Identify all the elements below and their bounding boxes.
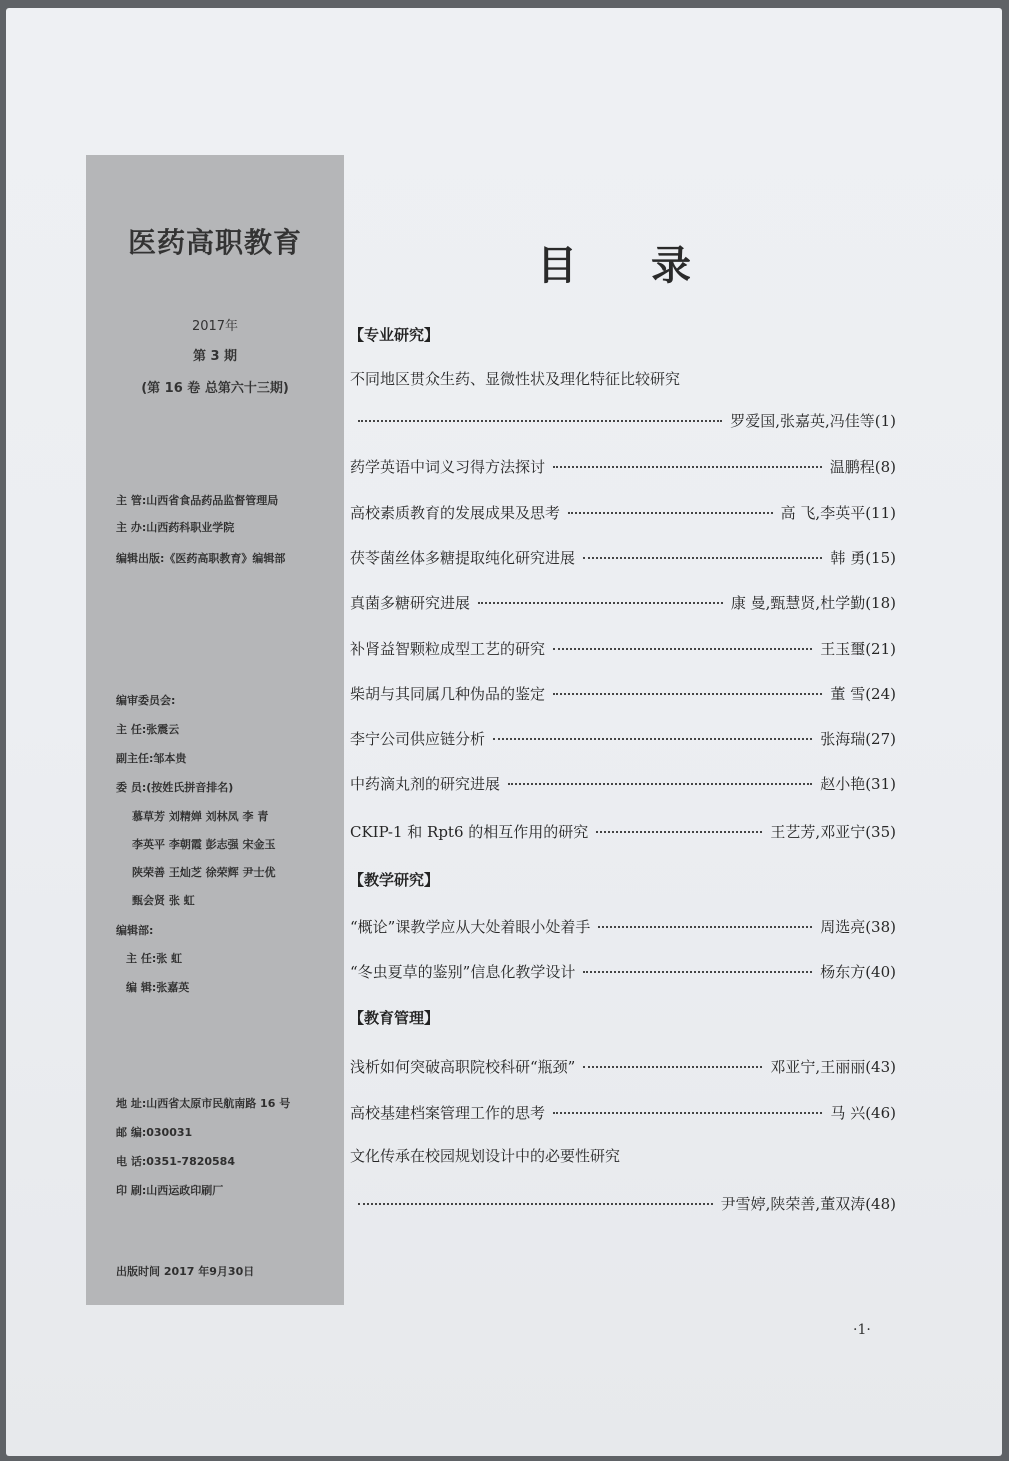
toc-entry-page: (27) (865, 730, 896, 748)
toc-entry[interactable] (350, 961, 896, 985)
toc-entry-page: (1) (874, 412, 896, 430)
toc-entry-title: 高校素质教育的发展成果及思考 (350, 504, 561, 522)
editorial-director: 主 任:张 虹 (126, 952, 183, 965)
committee-members-row: 李英平 李朝霞 彭志强 宋金玉 (132, 838, 276, 851)
toc-entry-title: “概论”课教学应从大处着眼小处着手 (350, 918, 591, 936)
editor: 编 辑:张嘉英 (126, 981, 190, 994)
leader-dots (553, 466, 822, 468)
journal-title: 医药高职教育 (127, 226, 302, 259)
toc-entry-title: 高校基建档案管理工作的思考 (350, 1104, 546, 1122)
leader-dots (493, 738, 812, 740)
toc-entry[interactable] (350, 1056, 896, 1080)
leader-dots (478, 602, 723, 604)
toc-entry-title: 药学英语中词义习得方法探讨 (350, 458, 546, 476)
toc-entry-authors: 王玉璽 (820, 640, 866, 658)
toc-entry[interactable] (350, 916, 896, 940)
section-heading: 【专业研究】 (349, 326, 440, 344)
toc-entry-page: (43) (865, 1058, 896, 1076)
toc-entry[interactable] (350, 773, 896, 797)
toc-entry[interactable] (350, 821, 896, 845)
toc-entry[interactable] (350, 1102, 896, 1126)
toc-entry-title: 茯苓菌丝体多糖提取纯化研究进展 (350, 549, 576, 567)
committee-members-row: 慕草芳 刘精婵 刘林凤 李 青 (132, 810, 269, 823)
toc-entry-authors: 罗爱国,张嘉英,冯佳等 (730, 412, 875, 430)
toc-entry-authors: 韩 勇 (830, 549, 866, 567)
toc-entry-page: (8) (874, 458, 896, 476)
toc-entry-title: 柴胡与其同属几种伪品的鉴定 (350, 685, 546, 703)
toc-entry-authors: 董 雪 (830, 685, 866, 703)
toc-entry-page: (38) (865, 918, 896, 936)
toc-entry-page: (40) (865, 963, 896, 981)
toc-entry-authors: 尹雪婷,陕荣善,董双涛 (720, 1195, 866, 1213)
toc-entry-page: (31) (865, 775, 896, 793)
toc-entry-title: 浅析如何突破高职院校科研“瓶颈” (350, 1058, 576, 1076)
toc-entry-authors: 康 曼,甄慧贤,杜学勤 (730, 594, 866, 612)
sponsor: 主 管:山西省食品药品监督管理局 (116, 494, 279, 507)
toc-entry[interactable] (350, 502, 896, 526)
toc-entry-authors: 温鹏程 (829, 458, 875, 476)
toc-entry[interactable] (350, 683, 896, 707)
toc-entry[interactable] (350, 1193, 896, 1217)
leader-dots (553, 693, 822, 695)
leader-dots (598, 926, 812, 928)
toc-entry-page: (15) (865, 549, 896, 567)
toc-entry-page: (46) (865, 1104, 896, 1122)
leader-dots (358, 1203, 713, 1205)
section-heading: 【教学研究】 (349, 871, 440, 889)
toc-entry-authors: 马 兴 (830, 1104, 866, 1122)
postcode: 邮 编:030031 (116, 1126, 193, 1139)
masthead-sidebar (86, 155, 344, 1305)
leader-dots (508, 783, 812, 785)
toc-entry-title: 真菌多糖研究进展 (350, 594, 471, 612)
toc-entry[interactable] (350, 456, 896, 480)
toc-entry-page: (21) (865, 640, 896, 658)
organizer: 主 办:山西药科职业学院 (116, 521, 235, 534)
page-number: ·1· (853, 1322, 871, 1338)
leader-dots (583, 557, 822, 559)
issue-volume: (第 16 卷 总第六十三期) (141, 381, 289, 396)
toc-entry-authors: 杨东方 (820, 963, 866, 981)
toc-entry-authors: 高 飞,李英平 (780, 504, 866, 522)
toc-entry-title[interactable]: 文化传承在校园规划设计中的必要性研究 (350, 1147, 621, 1165)
toc-entry-authors: 张海瑞 (820, 730, 866, 748)
toc-entry[interactable] (350, 410, 896, 434)
toc-entry-page: (18) (865, 594, 896, 612)
leader-dots (358, 420, 722, 422)
toc-entry-page: (24) (865, 685, 896, 703)
editorial-label: 编辑部: (116, 924, 154, 937)
toc-entry-authors: 邓亚宁,王丽丽 (770, 1058, 866, 1076)
toc-entry[interactable] (350, 592, 896, 616)
toc-entry-authors: 周选亮 (820, 918, 866, 936)
toc-entry-page: (11) (865, 504, 896, 522)
issue-number: 第 3 期 (192, 349, 238, 364)
section-heading: 【教育管理】 (349, 1009, 440, 1027)
leader-dots (568, 512, 773, 514)
address: 地 址:山西省太原市民航南路 16 号 (116, 1097, 291, 1110)
leader-dots (553, 1112, 822, 1114)
committee-director: 主 任:张震云 (116, 723, 180, 736)
committee-members-row: 甄会贤 张 虹 (132, 894, 195, 907)
toc-entry-authors: 赵小艳 (820, 775, 866, 793)
printer: 印 刷:山西运政印刷厂 (116, 1184, 224, 1197)
publisher: 编辑出版:《医药高职教育》编辑部 (116, 552, 286, 565)
committee-members-row: 陕荣善 王灿芝 徐荣辉 尹士优 (132, 866, 276, 879)
toc-entry-title: CKIP-1 和 Rpt6 的相互作用的研究 (350, 823, 589, 841)
toc-entry-page: (35) (865, 823, 896, 841)
phone: 电 话:0351-7820584 (116, 1155, 235, 1168)
toc-entry[interactable] (350, 547, 896, 571)
committee-label: 编审委员会: (116, 694, 176, 707)
publication-date: 出版时间 2017 年9月30日 (116, 1265, 255, 1278)
committee-members-label: 委 员:(按姓氏拼音排名) (116, 781, 234, 794)
leader-dots (583, 971, 812, 973)
committee-vice-director: 副主任:邹本贵 (116, 752, 187, 765)
toc-entry-title[interactable]: 不同地区贯众生药、显微性状及理化特征比较研究 (350, 370, 681, 388)
toc-entry-page: (48) (865, 1195, 896, 1213)
toc-entry[interactable] (350, 638, 896, 662)
leader-dots (596, 831, 762, 833)
toc-title: 目录 (537, 242, 765, 289)
toc-entry-title: 李宁公司供应链分析 (350, 730, 486, 748)
toc-entry[interactable] (350, 728, 896, 752)
toc-entry-authors: 王艺芳,邓亚宁 (770, 823, 866, 841)
leader-dots (553, 648, 812, 650)
toc-entry-title: 补肾益智颗粒成型工艺的研究 (350, 640, 546, 658)
issue-year: 2017年 (191, 319, 239, 334)
toc-entry-title: “冬虫夏草的鉴别”信息化教学设计 (350, 963, 576, 981)
leader-dots (583, 1066, 762, 1068)
toc-entry-title: 中药滴丸剂的研究进展 (350, 775, 501, 793)
